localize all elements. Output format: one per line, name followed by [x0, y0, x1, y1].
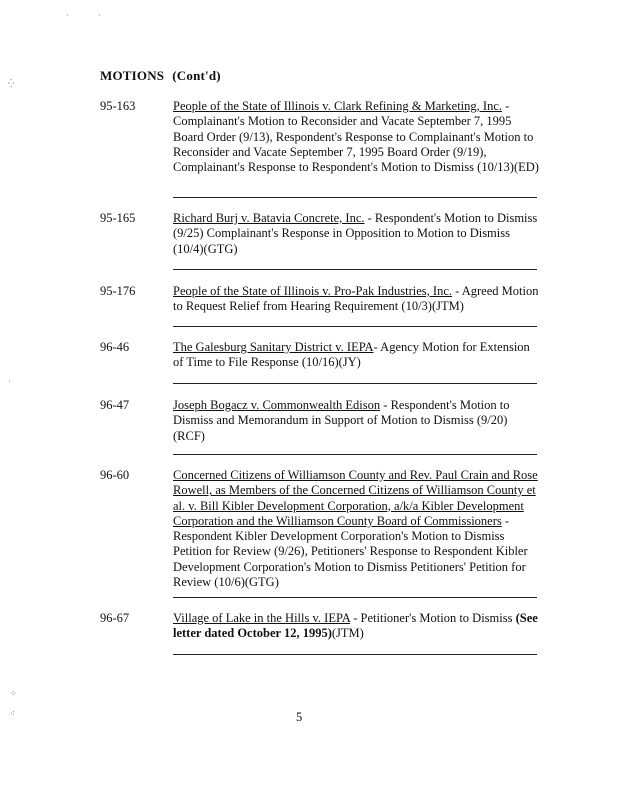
docket-number: 95-163: [100, 99, 136, 113]
case-name: Joseph Bogacz v. Commonwealth Edison: [173, 398, 381, 412]
motion-text: [173, 211, 539, 257]
motion-description: - Agency Motion for Extension of Time to File Response (10/16)(JY): [173, 340, 530, 370]
motion-text: [173, 340, 539, 371]
motion-text: [173, 284, 539, 315]
case-name: People of the State of Illinois v. Pro-Pak Industries, Inc.: [173, 284, 453, 298]
scan-speck: ·: [66, 11, 69, 20]
entry-divider: [173, 454, 537, 455]
scan-speck: ·: [98, 11, 101, 20]
docket-number: 96-67: [100, 611, 130, 625]
scan-speck: ⁖: [10, 709, 15, 718]
entry-divider: [173, 383, 537, 384]
entry-divider: [173, 269, 537, 270]
motion-text: [173, 611, 539, 642]
motion-text: [173, 398, 539, 444]
docket-number: 96-60: [100, 468, 130, 482]
case-name: Village of Lake in the Hills v. IEPA: [173, 611, 351, 625]
entry-divider: [173, 197, 537, 198]
heading-title: MOTIONS: [100, 68, 165, 83]
docket-number: 95-165: [100, 211, 136, 225]
page-number: 5: [296, 710, 303, 724]
docket-number: 96-47: [100, 398, 130, 412]
entry-divider: [173, 597, 537, 598]
motion-initials: (JTM): [331, 626, 364, 641]
case-name: Concerned Citizens of Williamson County and Rev. Paul Crain and Rose Rowell, as Members of the Concerned Citizens of Williamson County et al. v. Bill Kibler Development Corporation, a/k/a Kibler Development Corporation and the Williamson County Board of Commissioners: [173, 468, 538, 528]
case-name: People of the State of Illinois v. Clark Refining & Marketing, Inc.: [173, 99, 502, 113]
entry-divider: [173, 326, 537, 327]
motion-description: - Agreed Motion to Request Relief from Hearing Requirement (10/3)(JTM): [173, 284, 539, 314]
scan-speck: ·: [8, 377, 11, 386]
motion-description: - Respondent's Motion to Dismiss and Memorandum in Support of Motion to Dismiss (9/20) (RCF): [173, 398, 510, 443]
scan-speck: ⁘: [10, 689, 17, 698]
docket-number: 96-46: [100, 340, 130, 354]
motion-description: - Respondent Kibler Development Corporation's Motion to Dismiss Petition for Review (9/26), Petitioners' Response to Respondent Kibler Development Corporation's Motion to Dismiss Petitioners' Petition for Review (10/6)(GTG): [173, 513, 528, 590]
case-name: The Galesburg Sanitary District v. IEPA: [173, 340, 374, 354]
case-name: Richard Burj v. Batavia Concrete, Inc.: [173, 211, 365, 225]
motion-description: - Petitioner's Motion to Dismiss: [350, 611, 516, 625]
docket-number: 95-176: [100, 284, 136, 298]
motion-description: - Complainant's Motion to Reconsider and Vacate September 7, 1995 Board Order (9/13), Respondent's Response to Complainant's Motion to Reconsider and Vacate September 7, 1995 Board Order (9/19), Complainant's Response to Respondent's Motion to Dismiss (10/13)(ED): [173, 99, 539, 175]
scan-speck: ⁛: [8, 79, 15, 88]
motion-bold-note: (See letter dated October 12, 1995): [173, 611, 538, 641]
heading-continued: (Cont'd): [172, 68, 221, 83]
motion-text: [173, 99, 539, 175]
section-heading: [100, 68, 221, 84]
motion-text: [173, 468, 539, 590]
entry-divider: [173, 654, 537, 655]
motion-description: - Respondent's Motion to Dismiss (9/25) Complainant's Response in Opposition to Motion to Dismiss (10/4)(GTG): [173, 211, 538, 256]
